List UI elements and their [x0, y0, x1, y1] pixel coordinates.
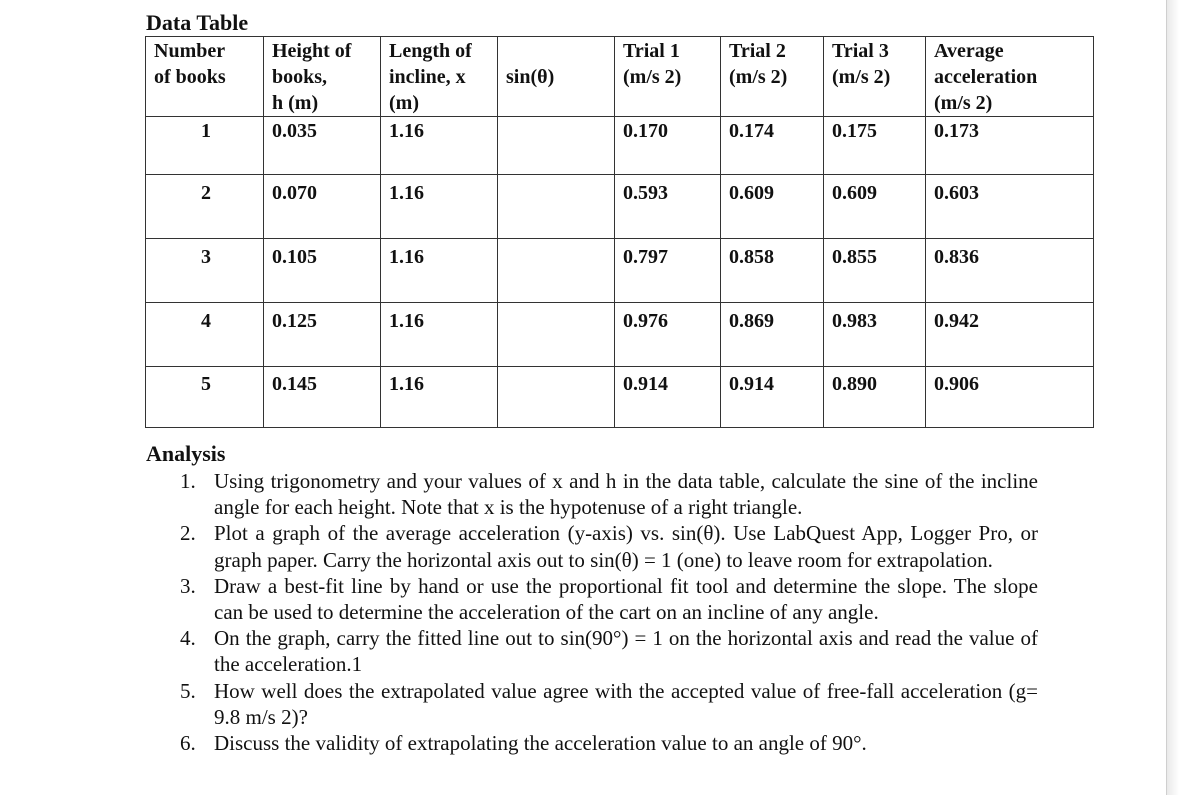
cell-sin-theta [498, 175, 615, 239]
list-item [146, 468, 1038, 520]
cell-trial-3: 0.890 [824, 367, 926, 428]
list-item [146, 730, 1038, 756]
header-line: sin(θ) [506, 66, 555, 88]
header-line: of books [154, 66, 226, 88]
cell-number-of-books: 2 [146, 175, 264, 239]
table-row [146, 117, 1094, 175]
cell-number-of-books: 4 [146, 303, 264, 367]
header-line: Trial 3 [832, 40, 889, 62]
header-line: Trial 2 [729, 40, 786, 62]
header-trial-2 [721, 37, 824, 117]
header-line: Average [934, 40, 1004, 62]
cell-trial-3: 0.609 [824, 175, 926, 239]
cell-trial-1: 0.170 [615, 117, 721, 175]
list-item [146, 520, 1038, 572]
cell-height: 0.105 [264, 239, 381, 303]
header-average-acceleration [926, 37, 1094, 117]
header-line: Length of [389, 40, 472, 62]
cell-average: 0.836 [926, 239, 1094, 303]
header-line: books, [272, 66, 328, 88]
cell-length: 1.16 [381, 303, 498, 367]
cell-trial-2: 0.609 [721, 175, 824, 239]
header-line: (m/s 2) [729, 66, 788, 88]
list-item [146, 678, 1038, 730]
cell-trial-1: 0.914 [615, 367, 721, 428]
list-item-text: Using trigonometry and your values of x and h in the data table, calculate the sine of the incline angle for each height. Note that x is the hypotenuse of a right triangle. [214, 469, 1038, 520]
table-title: Data Table [146, 10, 249, 35]
cell-height: 0.035 [264, 117, 381, 175]
cell-trial-3: 0.175 [824, 117, 926, 175]
cell-average: 0.603 [926, 175, 1094, 239]
header-height [264, 37, 381, 117]
cell-length: 1.16 [381, 367, 498, 428]
cell-trial-3: 0.855 [824, 239, 926, 303]
page-shadow [1167, 0, 1179, 795]
cell-height: 0.070 [264, 175, 381, 239]
cell-trial-1: 0.797 [615, 239, 721, 303]
header-line: Height of [272, 40, 352, 62]
cell-length: 1.16 [381, 239, 498, 303]
analysis-heading: Analysis [146, 441, 226, 466]
list-marker: 1. [180, 469, 196, 493]
cell-average: 0.906 [926, 367, 1094, 428]
table-row [146, 175, 1094, 239]
list-item [146, 625, 1038, 677]
list-item-text: Discuss the validity of extrapolating the acceleration value to an angle of 90°. [214, 731, 867, 756]
list-marker: 2. [180, 521, 196, 546]
cell-height: 0.145 [264, 367, 381, 428]
cell-height: 0.125 [264, 303, 381, 367]
header-line: (m/s 2) [934, 92, 993, 114]
cell-trial-3: 0.983 [824, 303, 926, 367]
header-line: (m/s 2) [623, 66, 682, 88]
table-row [146, 239, 1094, 303]
list-item-text: How well does the extrapolated value agree with the accepted value of free-fall acceleration (g= 9.8 m/s 2)? [214, 678, 1038, 729]
header-length [381, 37, 498, 117]
header-sin-theta [498, 37, 615, 117]
cell-sin-theta [498, 117, 615, 175]
list-marker: 4. [180, 626, 196, 651]
table-row [146, 367, 1094, 428]
cell-average: 0.942 [926, 303, 1094, 367]
cell-sin-theta [498, 239, 615, 303]
cell-number-of-books: 3 [146, 239, 264, 303]
header-line: acceleration [934, 66, 1038, 88]
header-line: (m/s 2) [832, 66, 891, 88]
cell-trial-2: 0.869 [721, 303, 824, 367]
cell-sin-theta [498, 367, 615, 428]
header-line: Trial 1 [623, 40, 680, 62]
list-marker: 5. [180, 678, 196, 703]
cell-trial-2: 0.914 [721, 367, 824, 428]
list-marker: 3. [180, 573, 196, 598]
list-item [146, 573, 1038, 625]
table-row [146, 303, 1094, 367]
cell-trial-1: 0.976 [615, 303, 721, 367]
data-table [145, 36, 1094, 428]
header-line: h (m) [272, 92, 319, 114]
header-line: Number [154, 40, 226, 62]
header-line: incline, x [389, 66, 466, 88]
list-item-text: Plot a graph of the average acceleration (y-axis) vs. sin(θ). Use LabQuest App, Logger Pro, or graph paper. Carry the horizontal axis out to sin(θ) = 1 (one) to leave room for extrapolation. [214, 521, 1038, 572]
cell-number-of-books: 1 [146, 117, 264, 175]
list-marker: 6. [180, 731, 196, 756]
cell-trial-2: 0.858 [721, 239, 824, 303]
header-number-of-books [146, 37, 264, 117]
cell-average: 0.173 [926, 117, 1094, 175]
analysis-list [146, 468, 1038, 756]
cell-number-of-books: 5 [146, 367, 264, 428]
cell-trial-2: 0.174 [721, 117, 824, 175]
list-item-text: Draw a best-fit line by hand or use the proportional fit tool and determine the slope. The slope can be used to determine the acceleration of the cart on an incline of any angle. [214, 573, 1038, 625]
header-row [146, 37, 1094, 117]
cell-sin-theta [498, 303, 615, 367]
cell-length: 1.16 [381, 117, 498, 175]
header-trial-1 [615, 37, 721, 117]
list-item-text: On the graph, carry the fitted line out to sin(90°) = 1 on the horizontal axis and read the value of the acceleration.1 [214, 626, 1038, 677]
cell-trial-1: 0.593 [615, 175, 721, 239]
cell-length: 1.16 [381, 175, 498, 239]
header-line: (m) [389, 92, 419, 114]
header-trial-3 [824, 37, 926, 117]
